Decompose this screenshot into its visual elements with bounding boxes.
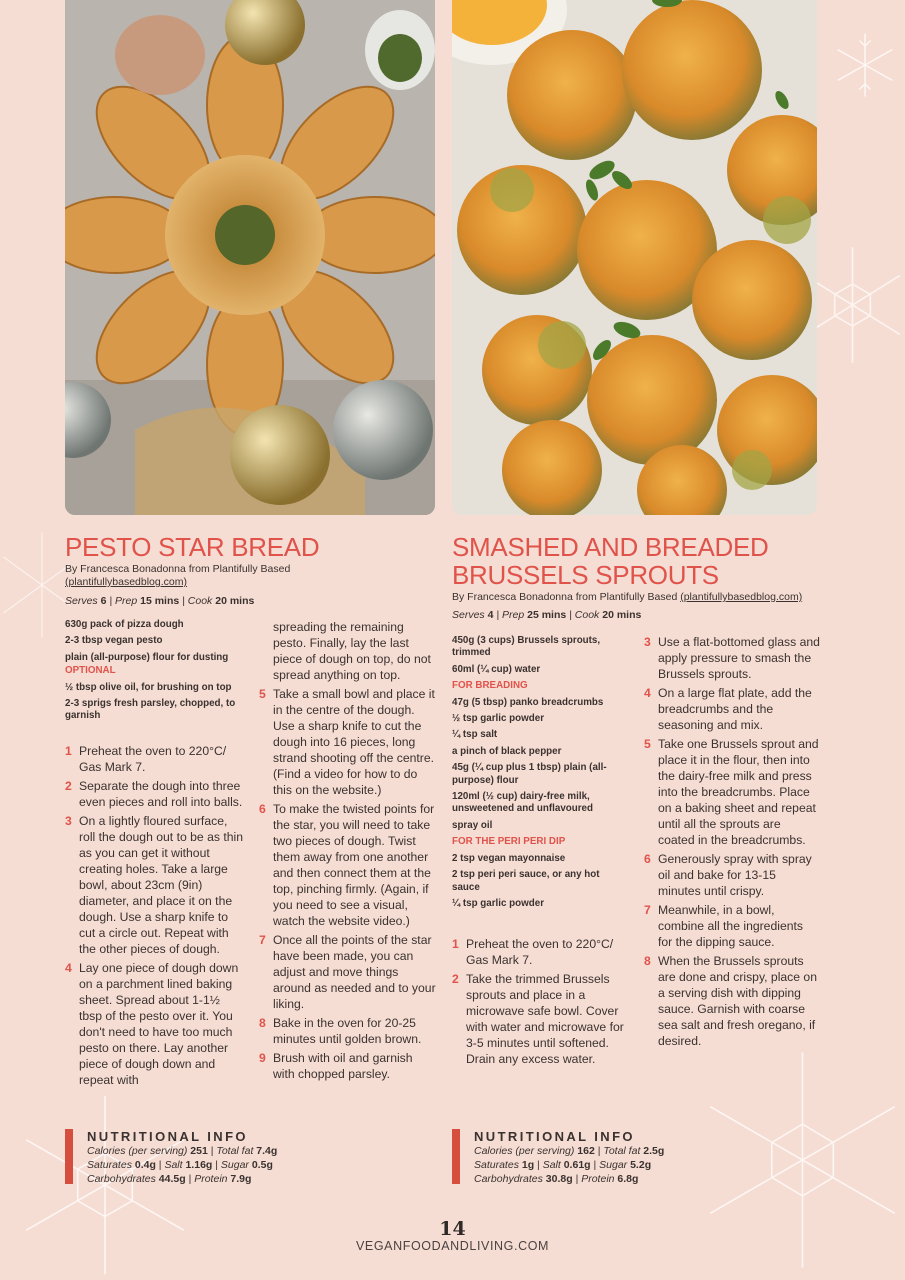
step-number: 4: [65, 961, 72, 975]
step-text: Take one Brussels sprout and place it in the flour, then into the dairy-free milk and press into the breadcrumbs. Place on a baking sheet and repeat until all the sprouts are coated in the breadcrumbs.: [658, 737, 819, 847]
cook-value: 20 mins: [602, 609, 642, 621]
method-step: [259, 932, 437, 1012]
recipe-title: PESTO STAR BREAD: [65, 532, 320, 562]
saturates-value: 1g: [521, 1159, 535, 1171]
calories-label: Calories (per serving): [87, 1145, 188, 1157]
method-column-1: [452, 936, 630, 1070]
method-step: [65, 813, 245, 957]
method-step: [259, 686, 437, 798]
salt-label: Salt: [164, 1159, 183, 1171]
step-number: 1: [65, 744, 72, 758]
carbohydrates-value: 30.8g: [545, 1173, 573, 1185]
ingredient: ¼ tsp garlic powder: [452, 897, 545, 909]
nutrition-heading: NUTRITIONAL INFO: [87, 1129, 248, 1144]
carbohydrates-label: Carbohydrates: [474, 1173, 543, 1185]
nutrition-heading: NUTRITIONAL INFO: [474, 1129, 635, 1144]
recipe-title-line-2: BRUSSELS SPROUTS: [452, 560, 719, 590]
prep-value: 15 mins: [140, 595, 180, 607]
nutrition-accent-bar: [65, 1129, 73, 1184]
ingredient-list: [65, 619, 245, 727]
protein-label: Protein: [194, 1173, 228, 1185]
ingredient: 2-3 tbsp vegan pesto: [65, 635, 163, 647]
protein-label: Protein: [581, 1173, 615, 1185]
calories-value: 162: [577, 1145, 595, 1157]
serves-value: 6: [100, 595, 107, 607]
prep-label: Prep: [502, 609, 525, 621]
step-text: On a lightly floured surface, roll the dough out to be as thin as you can get it without creating holes. Take a large bowl, about 23cm (9in) diameter, and place it on the dough. Use a sharp knife to cut a circle out. Repeat with the other pieces of dough.: [79, 814, 243, 956]
brussels-sprouts-photo: [452, 0, 817, 515]
prep-label: Prep: [115, 595, 138, 607]
step-text: Bake in the oven for 20-25 minutes until golden brown.: [273, 1016, 422, 1046]
ingredient-section-heading: FOR BREADING: [452, 680, 528, 692]
ingredient: plain (all-purpose) flour for dusting: [65, 651, 229, 663]
step-number: 6: [644, 852, 651, 866]
sugar-label: Sugar: [599, 1159, 628, 1171]
step-text: Meanwhile, in a bowl, combine all the ingredients for the dipping sauce.: [658, 903, 803, 949]
step-text: Preheat the oven to 220°C/ Gas Mark 7.: [79, 744, 227, 774]
sugar-label: Sugar: [220, 1159, 249, 1171]
step-number: 1: [452, 937, 459, 951]
nutritional-info-panel: [452, 1129, 752, 1189]
protein-value: 6.8g: [617, 1173, 639, 1185]
prep-value: 25 mins: [527, 609, 567, 621]
ingredient: ¼ tsp salt: [452, 729, 498, 741]
serves-label: Serves: [452, 609, 485, 621]
recipe-byline: [452, 591, 852, 604]
calories-label: Calories (per serving): [474, 1145, 575, 1157]
recipe-title-line-1: SMASHED AND BREADED: [452, 532, 769, 562]
method-step: [259, 1050, 437, 1082]
saturates-value: 0.4g: [134, 1159, 156, 1171]
serves-label: Serves: [65, 595, 98, 607]
recipe-serves-prep-cook: Serves 6 | Prep 15 mins | Cook 20 mins: [65, 595, 255, 607]
carbohydrates-value: 44.5g: [158, 1173, 186, 1185]
ingredient: 2 tsp peri peri sauce, or any hot sauce: [452, 869, 600, 893]
method-step: [65, 743, 245, 775]
ingredient: 45g (¼ cup plus 1 tbsp) plain (all-purpose) flour: [452, 762, 607, 786]
step-number: 7: [644, 903, 651, 917]
ingredient: 2 tsp vegan mayonnaise: [452, 852, 566, 864]
nutrition-accent-bar: [452, 1129, 460, 1184]
salt-value: 0.61g: [563, 1159, 591, 1171]
step-text: Brush with oil and garnish with chopped parsley.: [273, 1051, 413, 1081]
cook-label: Cook: [574, 609, 600, 621]
step-number: 7: [259, 933, 266, 947]
method-step: [644, 953, 820, 1049]
byline-link[interactable]: (plantifullybasedblog.com): [680, 591, 803, 603]
ingredient-list: [452, 635, 622, 914]
step-text: Preheat the oven to 220°C/ Gas Mark 7.: [466, 937, 614, 967]
method-step: [644, 851, 820, 899]
step-text: To make the twisted points for the star, you will need to take two pieces of dough. Twist them away from one another and then connect them at the top, pinching firmly. (Again, if you need to see a visual, watch the website video.): [273, 802, 435, 928]
step-text: On a large flat plate, add the breadcrumbs and the seasoning and mix.: [658, 686, 812, 732]
step-number: 5: [644, 737, 651, 751]
snowflake-decoration-left: [0, 500, 70, 670]
method-step: [259, 801, 437, 929]
recipe-byline: [65, 563, 305, 589]
step-number: 3: [65, 814, 72, 828]
ingredient: 630g pack of pizza dough: [65, 619, 184, 630]
ingredient-section-heading: OPTIONAL: [65, 665, 116, 677]
method-step: [65, 778, 245, 810]
page-number: 14: [439, 1218, 466, 1240]
protein-value: 7.9g: [230, 1173, 252, 1185]
method-column-2: [259, 619, 437, 1085]
byline-link[interactable]: (plantifullybasedblog.com): [65, 576, 187, 588]
step-text: Take a small bowl and place it in the centre of the dough. Use a sharp knife to cut the dough into 16 pieces, long strand shooting off the centre. (Find a video for how to do this on the website.): [273, 687, 435, 797]
method-step: [644, 736, 820, 848]
carbohydrates-label: Carbohydrates: [87, 1173, 156, 1185]
step-number: 4: [644, 686, 651, 700]
cook-value: 20 mins: [215, 595, 255, 607]
salt-label: Salt: [542, 1159, 561, 1171]
calories-value: 251: [190, 1145, 208, 1157]
serves-value: 4: [487, 609, 494, 621]
website-url[interactable]: VEGANFOODANDLIVING.COM: [355, 1239, 550, 1253]
snowflake-decoration-top-right: [830, 30, 900, 100]
cook-label: Cook: [187, 595, 213, 607]
ingredient: 47g (5 tbsp) panko breadcrumbs: [452, 696, 604, 708]
step-number: 9: [259, 1051, 266, 1065]
method-column-2: [644, 634, 820, 1052]
step-text: spreading the remaining pesto. Finally, lay the last piece of dough on top, do not spread anything on top.: [273, 620, 431, 682]
ingredient: 60ml (¼ cup) water: [452, 663, 541, 675]
ingredient: ½ tbsp olive oil, for brushing on top: [65, 681, 232, 693]
step-number: 2: [452, 972, 459, 986]
recipe-title: [452, 533, 768, 589]
saturates-label: Saturates: [474, 1159, 519, 1171]
nutrition-values: Calories (per serving) 251 | Total fat 7.4g Saturates 0.4g | Salt 1.16g | Sugar 0.5g Carbohydrates 44.5g | Protein 7.9g: [87, 1145, 278, 1185]
step-number: 2: [65, 779, 72, 793]
method-step: [452, 936, 630, 968]
step-text: Take the trimmed Brussels sprouts and place in a microwave safe bowl. Cover with water and microwave for 3-5 minutes until softened. Drain any excess water.: [466, 972, 624, 1066]
method-step: [452, 971, 630, 1067]
step-text: Separate the dough into three even pieces and roll into balls.: [79, 779, 243, 809]
step-text: Lay one piece of dough down on a parchment lined baking sheet. Spread about 1-1½ tbsp of the pesto over it. You don't need to have too much pesto on there. Lay another piece of dough down and repeat with: [79, 961, 239, 1087]
method-step: [65, 960, 245, 1088]
ingredient: 2-3 sprigs fresh parsley, chopped, to garnish: [65, 698, 236, 722]
byline-author: By Francesca Bonadonna from Plantifully Based: [452, 591, 678, 603]
sugar-value: 0.5g: [251, 1159, 273, 1171]
method-step: [644, 685, 820, 733]
ingredient: ½ tsp garlic powder: [452, 713, 545, 725]
ingredient: 450g (3 cups) Brussels sprouts, trimmed: [452, 635, 601, 659]
method-column-1: [65, 743, 245, 1091]
step-number: 8: [259, 1016, 266, 1030]
method-step: [644, 902, 820, 950]
method-step: [644, 634, 820, 682]
ingredient: spray oil: [452, 819, 493, 831]
ingredient: 120ml (½ cup) dairy-free milk, unsweetened and unflavoured: [452, 791, 593, 815]
step-number: 6: [259, 802, 266, 816]
total-fat-value: 2.5g: [643, 1145, 665, 1157]
step-text: Use a flat-bottomed glass and apply pressure to smash the Brussels sprouts.: [658, 635, 820, 681]
total-fat-label: Total fat: [603, 1145, 641, 1157]
total-fat-value: 7.4g: [256, 1145, 278, 1157]
nutritional-info-panel: [65, 1129, 365, 1189]
ingredient-section-heading: FOR THE PERI PERI DIP: [452, 836, 566, 848]
method-step: [259, 1015, 437, 1047]
step-number: 3: [644, 635, 651, 649]
step-text: Once all the points of the star have been made, you can adjust and move things around as needed and to your liking.: [273, 933, 436, 1011]
nutrition-values: Calories (per serving) 162 | Total fat 2.5g Saturates 1g | Salt 0.61g | Sugar 5.2g Carbohydrates 30.8g | Protein 6.8g: [474, 1145, 665, 1185]
step-text: When the Brussels sprouts are done and crispy, place on a serving dish with dipping sauce. Garnish with coarse sea salt and fresh oregano, if desired.: [658, 954, 817, 1048]
recipe-serves-prep-cook: Serves 4 | Prep 25 mins | Cook 20 mins: [452, 609, 642, 621]
step-number: 8: [644, 954, 651, 968]
sugar-value: 5.2g: [630, 1159, 652, 1171]
step-text: Generously spray with spray oil and bake for 13-15 minutes until crispy.: [658, 852, 812, 898]
pesto-star-bread-photo: [65, 0, 435, 515]
ingredient: a pinch of black pepper: [452, 745, 562, 757]
method-step-continued: [259, 619, 437, 683]
salt-value: 1.16g: [185, 1159, 213, 1171]
step-number: 5: [259, 687, 266, 701]
total-fat-label: Total fat: [216, 1145, 254, 1157]
saturates-label: Saturates: [87, 1159, 132, 1171]
byline-author: By Francesca Bonadonna from Plantifully Based: [65, 563, 291, 575]
